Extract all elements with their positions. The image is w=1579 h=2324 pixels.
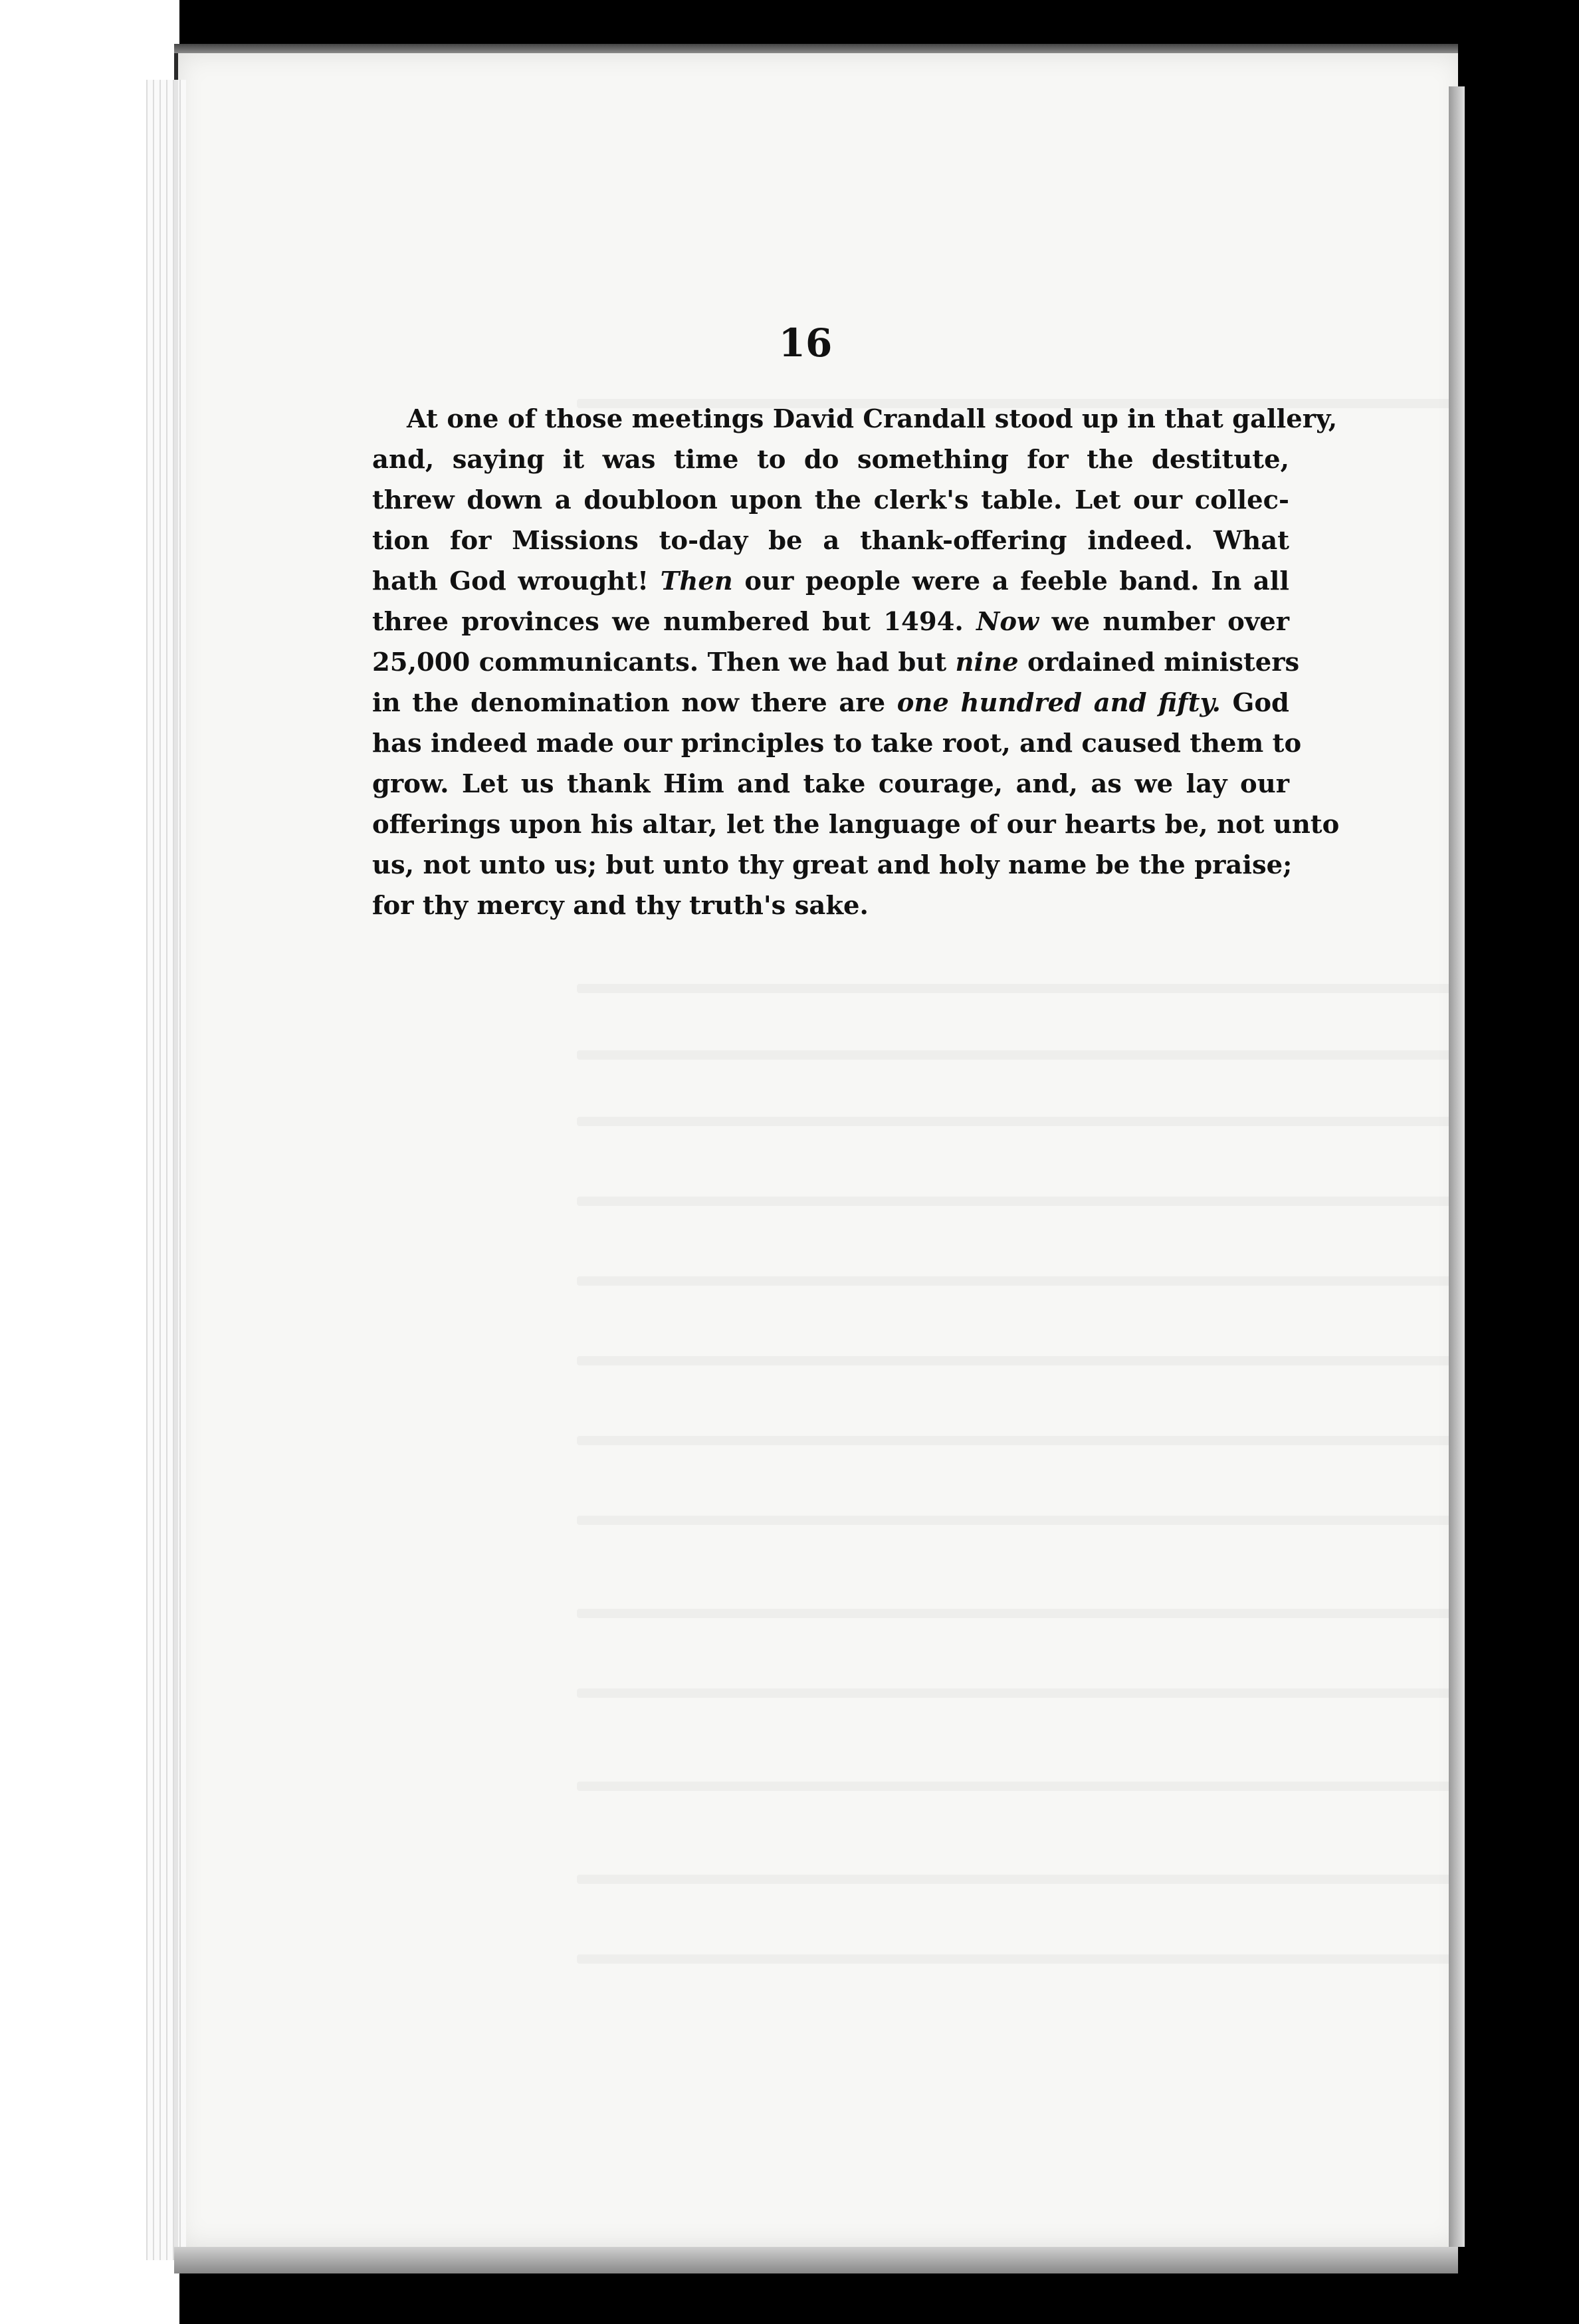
italic-text: Now bbox=[976, 607, 1039, 637]
bleed-through-line bbox=[577, 1782, 1574, 1791]
right-background bbox=[1458, 0, 1579, 2324]
bleed-through-line bbox=[577, 1954, 1574, 1964]
next-page-edge bbox=[1449, 86, 1465, 2247]
text-segment: threw down a doubloon upon the clerk's table. Let our collec- bbox=[372, 485, 1289, 515]
text-segment: hath God wrought! bbox=[372, 566, 661, 596]
text-line bbox=[372, 561, 1289, 602]
text-line bbox=[372, 885, 1289, 926]
italic-text: nine bbox=[955, 647, 1019, 677]
text-segment: ordained ministers bbox=[1018, 647, 1300, 677]
text-segment: us, not unto us; but unto thy great and holy name be the praise; bbox=[372, 850, 1293, 880]
italic-text: Then bbox=[660, 566, 733, 596]
bleed-through-line bbox=[577, 1436, 1574, 1445]
bleed-through-line bbox=[577, 1875, 1574, 1884]
page-bottom-edge bbox=[174, 2247, 1458, 2273]
text-segment: three provinces we numbered but 1494. bbox=[372, 607, 977, 637]
text-line bbox=[372, 439, 1289, 480]
text-segment: tion for Missions to-day be a thank-offering indeed. What bbox=[372, 526, 1289, 556]
text-line bbox=[372, 521, 1289, 561]
bleed-through-line bbox=[577, 1117, 1574, 1126]
text-line bbox=[372, 642, 1300, 683]
page-gutter bbox=[146, 80, 186, 2260]
text-segment: in the denomination now there are bbox=[372, 688, 897, 718]
text-segment: has indeed made our principles to take root, and caused them to bbox=[372, 729, 1302, 758]
text-segment: God bbox=[1220, 688, 1289, 718]
bleed-through-line bbox=[577, 1516, 1574, 1525]
body-paragraph bbox=[372, 399, 1340, 926]
text-segment: and, saying it was time to do something for the destitute, bbox=[372, 445, 1289, 475]
text-segment: 25,000 communicants. Then we had but bbox=[372, 647, 956, 677]
text-line bbox=[372, 723, 1302, 764]
text-segment: for thy mercy and thy truth's sake. bbox=[372, 891, 869, 921]
text-segment: we number over bbox=[1039, 607, 1289, 637]
text-line bbox=[372, 480, 1289, 521]
page-number: 16 bbox=[778, 320, 833, 366]
text-segment: At one of those meetings David Crandall stood up in that gallery, bbox=[407, 404, 1338, 434]
text-line bbox=[372, 764, 1289, 804]
text-line bbox=[372, 683, 1289, 723]
text-line bbox=[372, 602, 1289, 642]
bleed-through-line bbox=[577, 1050, 1574, 1060]
text-line bbox=[372, 804, 1340, 845]
text-segment: our people were a feeble band. In all bbox=[732, 566, 1289, 596]
bleed-through-line bbox=[577, 1356, 1574, 1365]
bleed-through-line bbox=[577, 1197, 1574, 1206]
bleed-through-line bbox=[577, 1609, 1574, 1618]
italic-text: one hundred and fifty. bbox=[896, 688, 1221, 718]
bleed-through-line bbox=[577, 1276, 1574, 1286]
text-segment: offerings upon his altar, let the language of our hearts be, not unto bbox=[372, 810, 1340, 840]
book-page bbox=[174, 53, 1462, 2247]
text-line bbox=[372, 399, 1338, 439]
text-line bbox=[372, 845, 1293, 885]
text-segment: grow. Let us thank Him and take courage, and, as we lay our bbox=[372, 769, 1289, 799]
bleed-through-line bbox=[577, 1688, 1574, 1698]
bleed-through-line bbox=[577, 984, 1574, 993]
